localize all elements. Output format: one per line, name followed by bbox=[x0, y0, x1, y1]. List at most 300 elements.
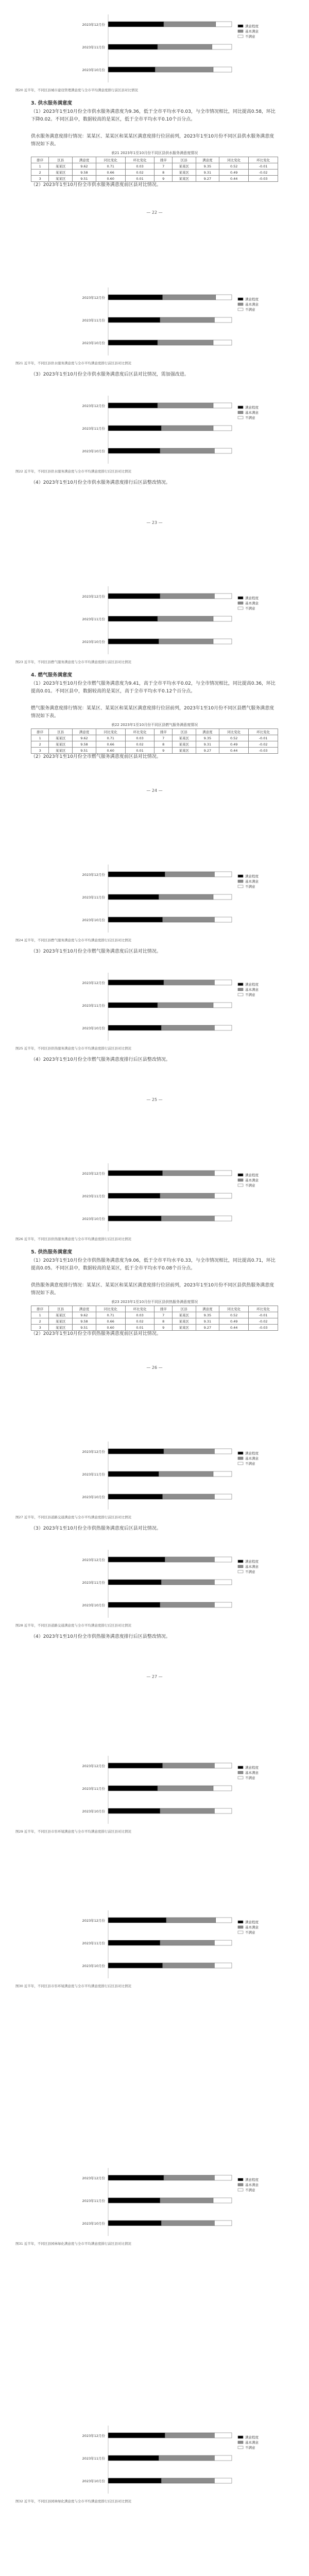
bar-segment bbox=[161, 1216, 214, 1221]
table-header-cell: 环比变化 bbox=[125, 1306, 154, 1312]
table-cell: 某某区 bbox=[49, 176, 73, 182]
legend-label: 满意程度 bbox=[245, 1560, 259, 1564]
chart-8 bbox=[0, 1437, 309, 1515]
table-cell: 8 bbox=[154, 741, 172, 748]
table-header-cell: 环比变化 bbox=[125, 729, 154, 735]
category-label: 2023年11月份 bbox=[82, 1472, 105, 1477]
bar-segment bbox=[160, 1602, 215, 1607]
bar-segment bbox=[160, 1808, 215, 1814]
legend-label: 不满意 bbox=[245, 885, 255, 889]
bar-segment bbox=[108, 1786, 158, 1791]
table-cell: -0.01 bbox=[249, 163, 278, 170]
chart-4 bbox=[0, 582, 309, 659]
table-row bbox=[31, 176, 278, 182]
bar-segment bbox=[216, 22, 232, 27]
legend-label: 满意程度 bbox=[245, 1173, 259, 1177]
bar-segment bbox=[108, 2478, 161, 2483]
table-cell: 9.35 bbox=[196, 1312, 219, 1318]
table-cell: 0.52 bbox=[219, 163, 249, 170]
bar-segment bbox=[108, 1193, 160, 1198]
chart-7 bbox=[0, 1159, 309, 1236]
legend-swatch bbox=[238, 1931, 243, 1934]
table-header-cell: 环比变化 bbox=[125, 157, 154, 163]
bar-segment bbox=[214, 1963, 232, 1968]
table-cell: 0.52 bbox=[219, 735, 249, 741]
table-cell: -0.03 bbox=[249, 1325, 278, 1331]
category-label: 2023年10月份 bbox=[82, 449, 105, 453]
bar-segment bbox=[214, 1557, 232, 1562]
bar-segment bbox=[108, 2198, 160, 2203]
chart-5 bbox=[0, 860, 309, 938]
table-cell: 9.31 bbox=[196, 1318, 219, 1325]
bar-segment bbox=[214, 1763, 232, 1768]
bar-segment bbox=[108, 1216, 161, 1221]
table-cell: 某某区 bbox=[172, 1312, 196, 1318]
legend-swatch bbox=[238, 35, 243, 38]
bar-segment bbox=[213, 1786, 232, 1791]
bar-segment bbox=[214, 1216, 232, 1221]
category-label: 2023年10月份 bbox=[82, 1495, 105, 1499]
table-cell: 9.35 bbox=[196, 163, 219, 170]
bar-segment bbox=[160, 317, 215, 323]
bar-segment bbox=[108, 317, 160, 323]
bar-segment bbox=[214, 2455, 232, 2461]
legend-swatch bbox=[238, 406, 243, 409]
legend-swatch bbox=[238, 1921, 243, 1923]
legend-swatch bbox=[238, 1926, 243, 1928]
legend-label: 基本满意 bbox=[245, 1771, 259, 1775]
legend-label: 满意程度 bbox=[245, 982, 259, 987]
table-cell: 7 bbox=[154, 735, 172, 741]
table-header-cell: 环比变化 bbox=[249, 1306, 278, 1312]
data-table bbox=[31, 157, 278, 182]
legend-swatch bbox=[238, 1776, 243, 1779]
chart-11 bbox=[0, 1906, 309, 1984]
legend-swatch bbox=[238, 411, 243, 414]
legend-label: 满意程度 bbox=[245, 1920, 259, 1924]
legend-swatch bbox=[238, 1565, 243, 1568]
section-heading: 5. 供热服务满意度 bbox=[31, 1249, 73, 1255]
table-cell: 0.44 bbox=[219, 748, 249, 754]
bar-segment bbox=[213, 616, 232, 621]
section-heading: 3. 供水服务满意度 bbox=[31, 100, 73, 106]
legend-swatch bbox=[238, 983, 243, 986]
paragraph: （1）2023年1至10月份全市供热服务满意度为9.06，低于全市平均水平0.33，与全市情况相比，同比提高0.71，环比提高0.05。不同区县中，数据较高的是某区，低于全市平均水平0.08个百分点。 bbox=[31, 1258, 276, 1271]
table-cell: 8 bbox=[154, 1318, 172, 1325]
table-cell: 0.71 bbox=[96, 163, 125, 170]
table-cell: 某某区 bbox=[172, 748, 196, 754]
legend-swatch bbox=[238, 1174, 243, 1176]
legend-swatch bbox=[238, 875, 243, 877]
table-row bbox=[31, 735, 278, 741]
table-body bbox=[31, 735, 278, 754]
legend-label: 基本满意 bbox=[245, 879, 259, 884]
legend-label: 基本满意 bbox=[245, 29, 259, 33]
bar-segment bbox=[213, 403, 232, 408]
page-number: — 23 — bbox=[146, 520, 163, 525]
legend-swatch bbox=[238, 885, 243, 888]
category-label: 2023年10月份 bbox=[82, 1809, 105, 1814]
table-header-cell: 满意度 bbox=[73, 157, 96, 163]
legend-swatch bbox=[238, 597, 243, 599]
bar-segment bbox=[159, 639, 213, 644]
table-cell: 9.27 bbox=[196, 748, 219, 754]
table-cell: -0.02 bbox=[249, 741, 278, 748]
legend-swatch bbox=[238, 30, 243, 32]
table-cell: -0.03 bbox=[249, 176, 278, 182]
figure-caption: 图32 近半年，不同区县园林绿化满意度与全市平均满意度排行后区县对比情况 bbox=[15, 2499, 131, 2503]
legend-label: 不满意 bbox=[245, 1183, 255, 1188]
bar-segment bbox=[108, 2455, 159, 2461]
chart-9 bbox=[0, 1546, 309, 1623]
table-cell: 0.44 bbox=[219, 176, 249, 182]
table-caption: 表22 2023年1至10月份不同区县燃气服务满意度情况 bbox=[111, 723, 198, 727]
table-cell: 3 bbox=[31, 176, 49, 182]
table-cell: 0.60 bbox=[96, 748, 125, 754]
paragraph: （4）2023年1至10月份全市供水服务满意度排行后区县整改情况。 bbox=[31, 480, 170, 485]
table-cell: -0.02 bbox=[249, 1318, 278, 1325]
table-cell: 0.49 bbox=[219, 741, 249, 748]
bar-segment bbox=[108, 917, 163, 922]
table-cell: -0.01 bbox=[249, 735, 278, 741]
table-cell: 9.62 bbox=[73, 1312, 96, 1318]
bar-segment bbox=[163, 917, 215, 922]
category-label: 2023年10月份 bbox=[82, 1217, 105, 1221]
table-cell: 0.66 bbox=[96, 170, 125, 176]
legend-label: 满意程度 bbox=[245, 2435, 259, 2439]
table-body bbox=[31, 163, 278, 182]
bar-segment bbox=[161, 2478, 214, 2483]
bar-segment bbox=[213, 2198, 232, 2203]
table-cell: 某某区 bbox=[172, 741, 196, 748]
table-cell: 某某区 bbox=[172, 1318, 196, 1325]
legend-swatch bbox=[238, 25, 243, 27]
legend-label: 基本满意 bbox=[245, 988, 259, 992]
bar-segment bbox=[108, 894, 159, 900]
bar-segment bbox=[213, 1471, 232, 1477]
bar-segment bbox=[213, 340, 232, 345]
legend-label: 不满意 bbox=[245, 308, 255, 312]
legend-swatch bbox=[238, 2189, 243, 2191]
category-label: 2023年10月份 bbox=[82, 1026, 105, 1030]
table-header-row bbox=[31, 1306, 278, 1312]
table-cell: 0.66 bbox=[96, 741, 125, 748]
category-label: 2023年10月份 bbox=[82, 341, 105, 345]
figure-caption: 图30 近半年，不同区县市容环境满意度与全市平均满意度排行后区县对比情况 bbox=[15, 1984, 131, 1988]
table-header-row bbox=[31, 157, 278, 163]
table-cell: 0.66 bbox=[96, 1318, 125, 1325]
table-cell: 9 bbox=[154, 748, 172, 754]
legend-swatch bbox=[238, 308, 243, 311]
bar-segment bbox=[214, 2478, 232, 2483]
table-row bbox=[31, 1325, 278, 1331]
legend-swatch bbox=[238, 2441, 243, 2444]
figure-caption: 图25 近半年，不同区县供热服务满意度与全市平均满意度排行前区县对比情况 bbox=[15, 1046, 131, 1050]
table-cell: 某某区 bbox=[172, 163, 196, 170]
table-cell: 9.51 bbox=[73, 1325, 96, 1331]
bar-segment bbox=[214, 917, 232, 922]
table-row bbox=[31, 1318, 278, 1325]
bar-segment bbox=[108, 1557, 165, 1562]
legend-label: 基本满意 bbox=[245, 1565, 259, 1569]
chart-2 bbox=[0, 283, 309, 361]
bar-segment bbox=[213, 1003, 232, 1008]
table-cell: 9.27 bbox=[196, 176, 219, 182]
category-label: 2023年10月份 bbox=[82, 68, 105, 72]
table-caption: 表23 2023年1至10月份不同区县供热服务满意度情况 bbox=[111, 1300, 198, 1304]
table-cell: 0.71 bbox=[96, 735, 125, 741]
table-header-cell: 排序 bbox=[31, 729, 49, 735]
paragraph: 供热服务满意度排行情况：某某区、某某区和某某区满意度排行位居前列，2023年1至10月份不同区县供热服务满意度情况如下表。 bbox=[31, 1283, 274, 1296]
data-table bbox=[31, 1306, 278, 1331]
category-label: 2023年12月份 bbox=[82, 595, 105, 599]
category-label: 2023年12月份 bbox=[82, 404, 105, 408]
legend-label: 基本满意 bbox=[245, 411, 259, 415]
bar-segment bbox=[165, 1557, 214, 1562]
legend-swatch bbox=[238, 1570, 243, 1573]
category-label: 2023年11月份 bbox=[82, 2456, 105, 2461]
bar-segment bbox=[108, 980, 164, 985]
paragraph: （3）2023年1至10月份全市燃气服务满意度后区县对比情况。 bbox=[31, 949, 161, 954]
legend-label: 满意程度 bbox=[245, 1766, 259, 1770]
chart-12 bbox=[0, 2164, 309, 2241]
table-header-cell: 区县 bbox=[172, 729, 196, 735]
category-label: 2023年12月份 bbox=[82, 873, 105, 877]
legend-swatch bbox=[238, 602, 243, 604]
figure-caption: 图22 近半年，不同区县供水服务满意度与全市平均满意度排行后区县对比情况 bbox=[15, 469, 131, 473]
category-label: 2023年12月份 bbox=[82, 2434, 105, 2438]
bar-segment bbox=[108, 426, 161, 431]
bar-segment bbox=[214, 1025, 232, 1030]
paragraph: （1）2023年1至10月份全市燃气服务满意度为9.41，高于全市平均水平0.02，与全市情况相比，同比提高0.36，环比提高0.01。不同区县中，数据较高的是某区，高于全市平均水平0.12个百分点。 bbox=[31, 681, 276, 694]
category-label: 2023年12月份 bbox=[82, 1172, 105, 1176]
table-header-cell: 同比变化 bbox=[219, 1306, 249, 1312]
legend-label: 基本满意 bbox=[245, 2441, 259, 2445]
bar-segment bbox=[214, 1171, 232, 1176]
category-label: 2023年10月份 bbox=[82, 918, 105, 922]
legend-label: 满意程度 bbox=[245, 297, 259, 301]
table-header-cell: 区县 bbox=[49, 157, 73, 163]
table-header-cell: 排序 bbox=[31, 1306, 49, 1312]
table-cell: 0.60 bbox=[96, 1325, 125, 1331]
bar-segment bbox=[160, 448, 215, 453]
bar-segment bbox=[108, 403, 158, 408]
bar-segment bbox=[108, 1602, 160, 1607]
bar-segment bbox=[108, 1918, 166, 1923]
bar-segment bbox=[158, 616, 213, 621]
chart-1 bbox=[0, 10, 309, 88]
table-cell: 9.31 bbox=[196, 741, 219, 748]
bar-segment bbox=[166, 1918, 216, 1923]
table-header-cell: 区县 bbox=[172, 1306, 196, 1312]
bar-segment bbox=[214, 980, 232, 985]
table-row bbox=[31, 741, 278, 748]
table-cell: -0.02 bbox=[249, 170, 278, 176]
table-cell: 0.60 bbox=[96, 176, 125, 182]
table-cell: -0.01 bbox=[249, 1312, 278, 1318]
bar-segment bbox=[164, 2175, 214, 2180]
paragraph: 供水服务满意度排行情况：某某区、某某区和某某区满意度排行位居前列，2023年1至10月份不同区县供水服务满意度情况如下表。 bbox=[31, 134, 274, 147]
table-cell: 0.03 bbox=[125, 735, 154, 741]
bar-segment bbox=[214, 594, 232, 599]
table-header-cell: 同比变化 bbox=[96, 729, 125, 735]
table-cell: 2 bbox=[31, 1318, 49, 1325]
figure-caption: 图20 近半年，不同区县城市建设管理满意度与全市平均满意度排行前区县对比情况 bbox=[15, 88, 138, 92]
figure-caption: 图31 近半年，不同区县园林绿化满意度与全市平均满意度排行前区县对比情况 bbox=[15, 2242, 131, 2246]
table-cell: 0.01 bbox=[125, 1325, 154, 1331]
table-cell: 9.35 bbox=[196, 735, 219, 741]
page-number: — 25 — bbox=[146, 1097, 163, 1102]
bar-segment bbox=[214, 2433, 232, 2438]
table-row bbox=[31, 748, 278, 754]
bar-segment bbox=[214, 1193, 232, 1198]
category-label: 2023年10月份 bbox=[82, 640, 105, 644]
bar-segment bbox=[108, 1003, 158, 1008]
table-cell: 7 bbox=[154, 163, 172, 170]
legend-swatch bbox=[238, 1179, 243, 1181]
bar-segment bbox=[108, 1580, 161, 1585]
page-number: — 27 — bbox=[146, 1674, 163, 1679]
chart-13 bbox=[0, 2421, 309, 2499]
table-cell: 9.51 bbox=[73, 748, 96, 754]
legend-label: 基本满意 bbox=[245, 601, 259, 605]
table-cell: 某某区 bbox=[172, 176, 196, 182]
bar-segment bbox=[163, 1763, 215, 1768]
legend-label: 基本满意 bbox=[245, 1456, 259, 1461]
table-body bbox=[31, 1312, 278, 1331]
chart-6 bbox=[0, 969, 309, 1046]
bar-segment bbox=[212, 44, 232, 49]
table-header-cell: 同比变化 bbox=[219, 729, 249, 735]
table-row bbox=[31, 163, 278, 170]
table-cell: 0.49 bbox=[219, 1318, 249, 1325]
table-cell: 1 bbox=[31, 735, 49, 741]
bar-segment bbox=[158, 1003, 213, 1008]
figure-caption: 图21 近半年，不同区县供水服务满意度与全市平均满意度排行前区县对比情况 bbox=[15, 361, 131, 365]
legend-swatch bbox=[238, 2183, 243, 2186]
bar-segment bbox=[214, 2175, 232, 2180]
table-header-cell: 区县 bbox=[49, 1306, 73, 1312]
legend-label: 不满意 bbox=[245, 1776, 255, 1780]
table-cell: 0.52 bbox=[219, 1312, 249, 1318]
bar-segment bbox=[163, 295, 216, 300]
bar-segment bbox=[214, 1808, 232, 1814]
table-header-cell: 同比变化 bbox=[219, 157, 249, 163]
bar-segment bbox=[214, 872, 232, 877]
table-cell: 2 bbox=[31, 170, 49, 176]
legend-swatch bbox=[238, 303, 243, 306]
data-table bbox=[31, 728, 278, 754]
legend-label: 不满意 bbox=[245, 606, 255, 611]
legend-label: 不满意 bbox=[245, 1930, 255, 1935]
legend-swatch bbox=[238, 2178, 243, 2181]
bar-segment bbox=[160, 1193, 215, 1198]
page-number: — 26 — bbox=[146, 1365, 163, 1370]
table-cell: 0.03 bbox=[125, 163, 154, 170]
table-cell: 某某区 bbox=[49, 1318, 73, 1325]
bar-segment bbox=[214, 1494, 232, 1499]
bar-segment bbox=[163, 1171, 215, 1176]
bar-segment bbox=[161, 1025, 214, 1030]
legend-swatch bbox=[238, 1771, 243, 1774]
category-label: 2023年12月份 bbox=[82, 23, 105, 27]
legend-label: 满意程度 bbox=[245, 405, 259, 410]
table-header-cell: 同比变化 bbox=[96, 1306, 125, 1312]
bar-segment bbox=[163, 1494, 215, 1499]
paragraph: （2）2023年1至10月份全市供热服务满意度前区县对比情况。 bbox=[31, 1331, 161, 1336]
bar-segment bbox=[213, 639, 232, 644]
table-cell: 某某区 bbox=[172, 1325, 196, 1331]
bar-segment bbox=[160, 2198, 213, 2203]
paragraph: （2）2023年1至10月份全市供水服务满意度前区县对比情况。 bbox=[31, 182, 161, 188]
legend-label: 满意程度 bbox=[245, 24, 259, 28]
legend-swatch bbox=[238, 1457, 243, 1460]
table-cell: 9.58 bbox=[73, 741, 96, 748]
table-cell: 某某区 bbox=[49, 170, 73, 176]
legend-swatch bbox=[238, 1462, 243, 1465]
figure-caption: 图26 近半年，不同区县供热服务满意度与全市平均满意度排行后区县对比情况 bbox=[15, 1237, 131, 1241]
category-label: 2023年11月份 bbox=[82, 1787, 105, 1791]
legend-label: 不满意 bbox=[245, 35, 255, 39]
table-cell: 0.49 bbox=[219, 170, 249, 176]
bar-segment bbox=[108, 2221, 161, 2226]
bar-segment bbox=[214, 1580, 232, 1585]
bar-segment bbox=[165, 872, 214, 877]
bar-segment bbox=[108, 639, 159, 644]
legend-swatch bbox=[238, 880, 243, 883]
page-number: — 22 — bbox=[146, 210, 163, 215]
table-cell: 9.51 bbox=[73, 176, 96, 182]
bar-segment bbox=[108, 2175, 164, 2180]
bar-segment bbox=[161, 2221, 214, 2226]
figure-caption: 图24 近半年，不同区县燃气服务满意度与全市平均满意度排行后区县对比情况 bbox=[15, 938, 131, 942]
paragraph: （4）2023年1至10月份全市供热服务满意度排行后区县整改情况。 bbox=[31, 1634, 170, 1639]
bar-segment bbox=[161, 426, 213, 431]
table-cell: 9.62 bbox=[73, 163, 96, 170]
legend-swatch bbox=[238, 988, 243, 991]
table-header-cell: 满意度 bbox=[196, 1306, 219, 1312]
table-cell: 某某区 bbox=[49, 748, 73, 754]
table-header-cell: 满意度 bbox=[196, 157, 219, 163]
table-row bbox=[31, 1312, 278, 1318]
table-cell: 某某区 bbox=[49, 163, 73, 170]
bar-segment bbox=[158, 1786, 213, 1791]
bar-segment bbox=[158, 44, 212, 49]
legend-label: 不满意 bbox=[245, 1570, 255, 1574]
table-cell: 0.02 bbox=[125, 1318, 154, 1325]
category-label: 2023年10月份 bbox=[82, 1964, 105, 1968]
bar-segment bbox=[214, 1940, 232, 1945]
category-label: 2023年11月份 bbox=[82, 2199, 105, 2203]
table-header-cell: 环比变化 bbox=[249, 729, 278, 735]
table-cell: 0.01 bbox=[125, 176, 154, 182]
table-cell: 0.02 bbox=[125, 170, 154, 176]
paragraph: （3）2023年1至10月份全市供水服务满意度后区县对比情况，需加强改进。 bbox=[31, 372, 189, 377]
table-cell: 3 bbox=[31, 1325, 49, 1331]
section-heading: 4. 燃气服务满意度 bbox=[31, 672, 73, 678]
table-cell: 某某区 bbox=[49, 1312, 73, 1318]
legend-swatch bbox=[238, 2446, 243, 2449]
table-cell: 9.58 bbox=[73, 1318, 96, 1325]
legend-swatch bbox=[238, 1452, 243, 1454]
legend-swatch bbox=[238, 298, 243, 300]
table-cell: 1 bbox=[31, 163, 49, 170]
figure-caption: 图23 近半年，不同区县燃气服务满意度与全市平均满意度排行前区县对比情况 bbox=[15, 660, 131, 664]
legend-label: 满意程度 bbox=[245, 2178, 259, 2182]
table-cell: 9.31 bbox=[196, 170, 219, 176]
legend-label: 不满意 bbox=[245, 2188, 255, 2192]
legend-label: 满意程度 bbox=[245, 874, 259, 878]
